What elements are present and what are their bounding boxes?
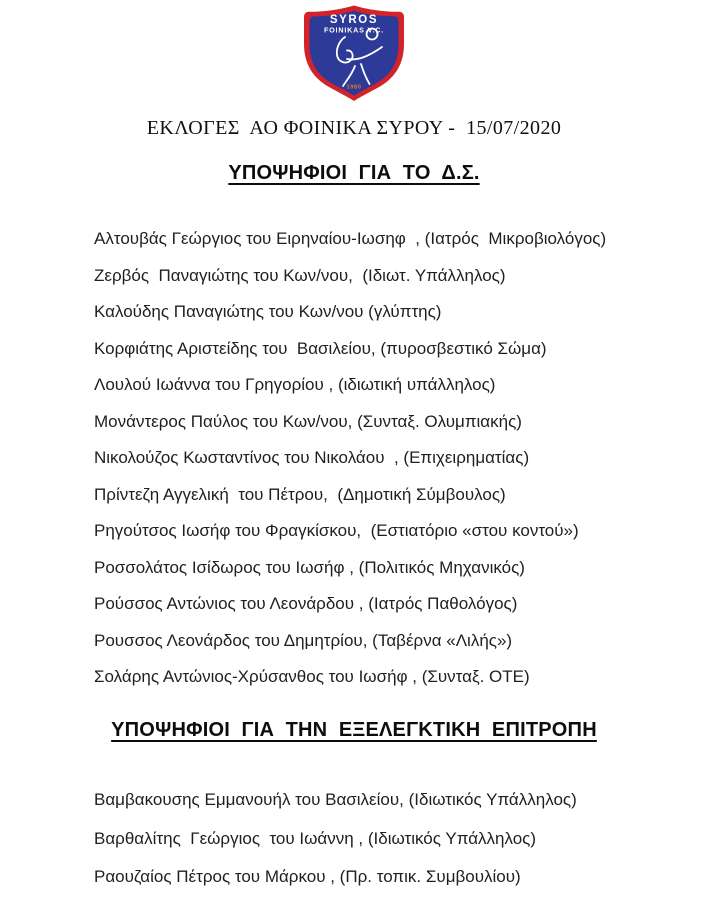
document-title: ΕΚΛΟΓΕΣ ΑΟ ΦΟΙΝΙΚΑ ΣΥΡΟΥ - 15/07/2020	[146, 117, 562, 139]
candidate-item: Πρίντεζη Αγγελική του Πέτρου, (Δημοτική Σύμβουλος)	[94, 484, 506, 504]
candidate-item: Ρουσσος Λεονάρδος του Δημητρίου, (Ταβέρνα «Λιλής»)	[94, 630, 513, 650]
candidate-item: Κορφιάτης Αριστείδης του Βασιλείου, (πυροσβεστικό Σώμα)	[94, 338, 547, 358]
candidate-item: Βαρθαλίτης Γεώργιος του Ιωάννη , (Ιδιωτικός Υπάλληλος)	[94, 828, 537, 848]
candidate-item: Ζερβός Παναγιώτης του Κων/νου, (Ιδιωτ. Υπάλληλος)	[94, 265, 506, 285]
candidate-item: Ρηγούτσος Ιωσήφ του Φραγκίσκου, (Εστιατόριο «στου κοντού»)	[94, 521, 579, 540]
club-logo	[299, 4, 409, 103]
candidate-item: Σολάρης Αντώνιος-Χρύσανθος του Ιωσήφ , (Συνταξ. ΟΤΕ)	[94, 667, 530, 686]
candidate-item: Ραουζαίος Πέτρος του Μάρκου , (Πρ. τοπικ. Συμβουλίου)	[94, 867, 521, 886]
candidate-item: Ρούσσος Αντώνιος του Λεονάρδου , (Ιατρός Παθολόγος)	[94, 594, 518, 613]
founding-year: 1980	[346, 84, 362, 91]
candidate-item: Νικολούζος Κωσταντίνος του Νικολάου , (Επιχειρηματίας)	[94, 448, 530, 467]
section-heading-board: ΥΠΟΨΗΦΙΟΙ ΓΙΑ ΤΟ Δ.Σ.	[228, 162, 480, 184]
candidate-item: Μονάντερος Παύλος του Κων/νου, (Συνταξ. Ολυμπιακής)	[94, 411, 522, 431]
candidate-item: Λουλού Ιωάννα του Γρηγορίου , (ιδιωτική υπάλληλος)	[94, 375, 496, 394]
board-candidate-list	[0, 230, 708, 685]
candidate-item: Καλούδης Παναγιώτης του Κων/νου (γλύπτης)	[94, 302, 442, 321]
candidate-item: Ροσσολάτος Ισίδωρος του Ιωσήφ , (Πολιτικός Μηχανικός)	[94, 557, 525, 577]
committee-candidate-list	[0, 791, 708, 885]
section-heading-audit-committee: ΥΠΟΨΗΦΙΟΙ ΓΙΑ ΤΗΝ ΕΞΕΛΕΓΚΤΙΚΗ ΕΠΙΤΡΟΠΗ	[111, 719, 597, 741]
candidate-item: Βαμβακουσης Εμμανουήλ του Βασιλείου, (Ιδιωτικός Υπάλληλος)	[94, 790, 577, 809]
candidate-item: Αλτουβάς Γεώργιος του Ειρηναίου-Ιωσηφ , (Ιατρός Μικροβιολόγος)	[94, 229, 607, 248]
club-name-line1: SYROS	[329, 14, 379, 26]
club-logo-container	[0, 0, 708, 103]
club-name-line2: FOINIKAS V.C.	[323, 25, 385, 35]
